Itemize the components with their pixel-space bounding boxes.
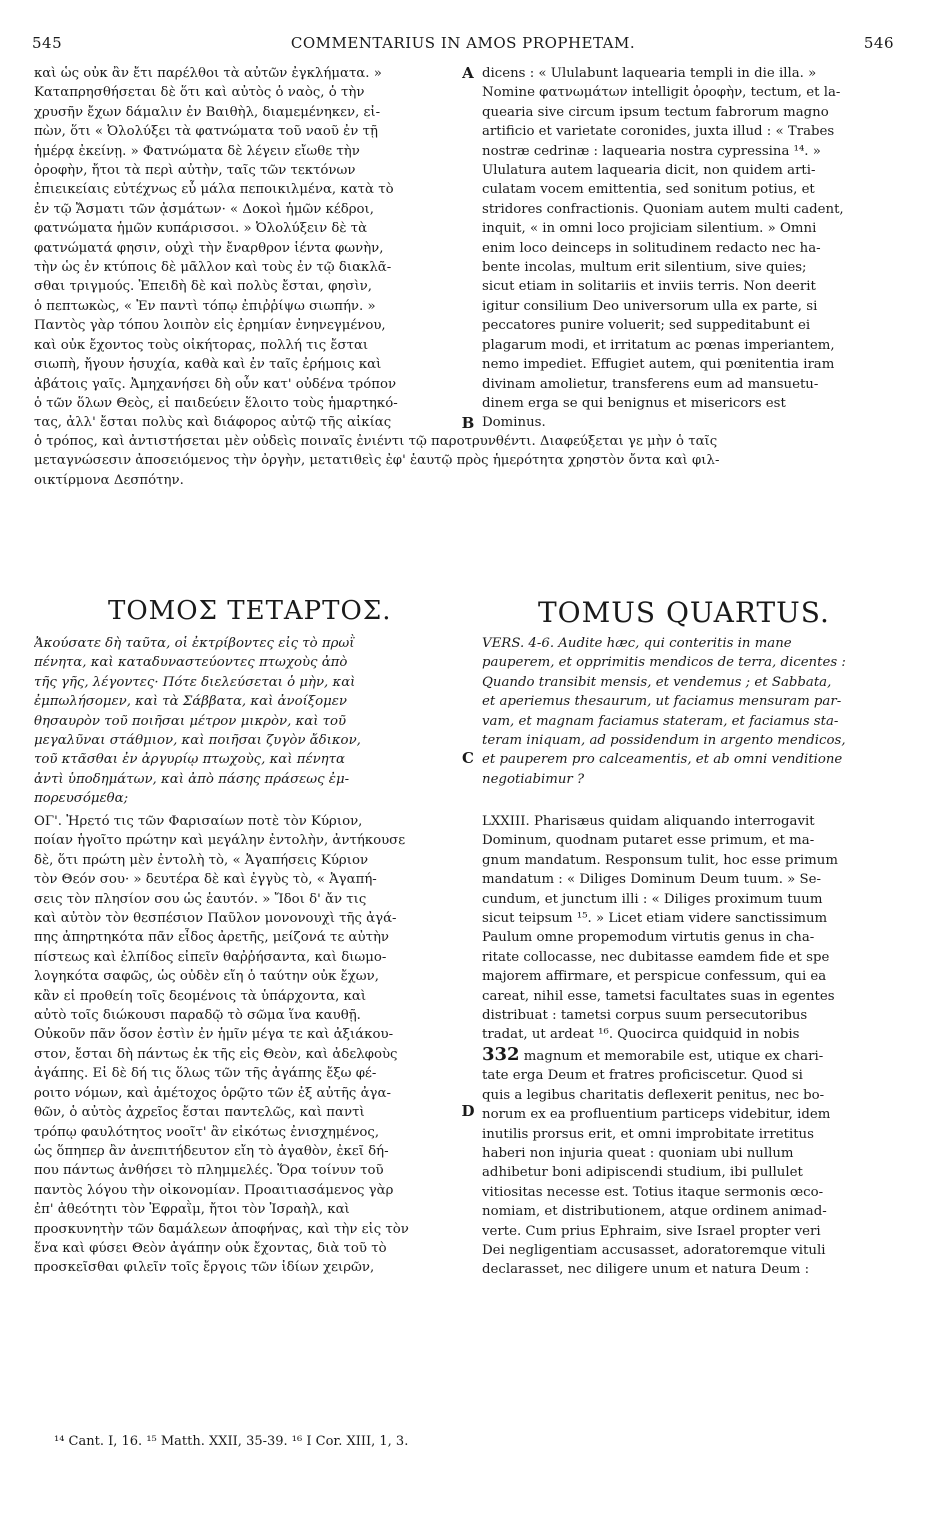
left-page-number: 545	[32, 34, 63, 52]
latin-text-line: peccatores punire voluerit; sed suppeditabunt ei	[482, 318, 811, 334]
latin-text-line: Dominus.	[482, 415, 546, 431]
greek-text-line: μεταγνώσεσιν ἀποσειόμενος τὴν ὀργὴν, μετατιθεὶς ἐφ' ἑαυτῷ πρὸς ἡμερότητα χρηστὸν ὄντα καὶ φιλ-	[34, 453, 720, 469]
greek-text-line: τὴν ὡς ἐν κτύποις δὲ μᾶλλον καὶ τοὺς ἐν τῷ διακλᾶ-	[34, 260, 392, 276]
full-width-greek	[34, 432, 886, 490]
margin-letter-b: B	[461, 414, 475, 432]
greek-title: ΤΟΜΟΣ ΤΕΤΑΡΤΟΣ.	[108, 596, 392, 626]
greek-text-line: ὀροφὴν, ἤτοι τὰ περὶ αὐτὴν, ταῖς τῶν τεκτόνων	[34, 163, 356, 179]
greek-text-line: ΟΓ'. Ἠρετό τις τῶν Φαρισαίων ποτὲ τὸν Κύριον,	[34, 814, 363, 829]
greek-text-line: ὡς ὅπηπερ ἂν ἀνεπιτήδευτον εἴη τὸ ἀγαθὸν, ἐκεῖ δή-	[34, 1143, 389, 1159]
latin-lemma-line: vam, et magnam faciamus stateram, et faciamus sta-	[482, 713, 839, 729]
latin-text-line: sicut etiam in solitariis et inviis terris. Non deerit	[482, 279, 816, 295]
greek-text-line: καὶ οὐκ ἔχοντος τοὺς οἰκήτορας, πολλή τις ἔσται	[34, 337, 369, 353]
greek-text-line: στον, ἔσται δὴ πάντως ἐκ τῆς εἰς Θεὸν, καὶ ἀδελφοὺς	[34, 1046, 398, 1062]
greek-text-line: ἐπ' ἀθεότητι τὸν Ἐφραῒμ, ἤτοι τὸν Ἰσραὴλ, καὶ	[34, 1202, 350, 1218]
latin-text-line: 332 magnum et memorabile est, utique ex chari-	[482, 1044, 824, 1065]
greek-text-line: τὸν Θεόν σου· » δευτέρα δὲ καὶ ἐγγὺς τὸ, « Ἀγαπή-	[34, 872, 377, 888]
latin-text-line: tradat, ut ardeat ¹⁶. Quocirca quidquid in nobis	[482, 1027, 800, 1043]
greek-text-line: σιωπὴ, ἤγουν ἡσυχία, καθὰ καὶ ἐν ταῖς ἐρήμοις καὶ	[34, 357, 382, 373]
greek-column-top	[34, 64, 454, 433]
latin-text-line: nomiam, et distributionem, atque ordinem animad-	[482, 1204, 827, 1220]
right-page-number: 546	[863, 34, 894, 52]
greek-text-line: Οὐκοῦν πᾶν ὅσον ἐστὶν ἐν ἡμῖν μέγα τε καὶ ἀξιάκου-	[34, 1027, 394, 1043]
latin-text-line: Ululatura autem laquearia dicit, non quidem arti-	[482, 163, 816, 179]
greek-text-line: ἡμέρᾳ ἐκείνῃ. » Φατνώματα δὲ λέγειν εἴωθε τὴν	[34, 143, 360, 159]
latin-text-line: adhibetur boni adipiscendi studium, ibi pullulet	[482, 1165, 803, 1181]
greek-text-line: που πάντως ἀνθήσει τὸ πλημμελές. Ὅρα τοίνυν τοῦ	[34, 1163, 384, 1179]
latin-text-line: sicut teipsum ¹⁵. » Licet etiam videre sanctissimum	[482, 911, 828, 927]
latin-text-line: igitur consilium Deo universorum ulla ex parte, si	[482, 298, 818, 314]
greek-text-line: ἐπιεικείαις εὐτέχνως εὖ μάλα πεποικιλμένα, κατὰ τὸ	[34, 182, 394, 198]
latin-text-line: nostræ cedrinæ : laquearia nostra cypressina ¹⁴. »	[482, 143, 821, 159]
latin-text-line: declarasset, nec diligere unum et natura Deum :	[482, 1262, 810, 1278]
running-header	[32, 34, 894, 56]
latin-column-top	[482, 64, 887, 433]
greek-text-line: τρόπῳ φαυλότητος νοοῖτ' ἂν εἰκότως ἐνισχημένος,	[34, 1124, 380, 1140]
greek-text-line: ὁ τῶν ὅλων Θεὸς, εἰ παιδεύειν ἕλοιτο τοὺς ἡμαρτηκό-	[34, 395, 398, 411]
latin-text-line: bente incolas, multum erit silentium, sive quies;	[482, 260, 807, 276]
latin-text-line: haberi non injuria queat : quoniam ubi nullum	[482, 1145, 794, 1161]
latin-text-line: nemo impediet. Effugiet autem, qui pœnitentia iram	[482, 357, 835, 373]
latin-text-line: Nomine φατνωμάτων intelligit ὀροφὴν, tectum, et la-	[482, 85, 841, 101]
latin-text-line: Dominum, quodnam putaret esse primum, et ma-	[482, 833, 815, 849]
greek-text-line: ἕνα καὶ φύσει Θεὸν ἀγάπην οὐκ ἔχοντας, διὰ τοῦ τὸ	[34, 1240, 387, 1256]
greek-text-line: ποίαν ἡγοῖτο πρώτην καὶ μεγάλην ἐντολὴν, ἀντήκουσε	[34, 833, 406, 849]
greek-body	[34, 812, 454, 1278]
latin-text-line: quearia sive circum ipsum tectum fabrorum magno	[482, 104, 829, 120]
greek-text-line: σεις τὸν πλησίον σου ὡς ἑαυτόν. » Ἴδοι δ' ἄν τις	[34, 891, 367, 907]
latin-lemma-line: teram iniquam, ad possidendum in argento mendicos,	[482, 733, 846, 749]
greek-text-line: προσκυνητὴν τῶν δαμάλεων ἀποφήνας, καὶ τὴν εἰς τὸν	[34, 1221, 409, 1237]
greek-text-line: φατνώματα ἡμῶν κυπάρισσοι. » Ὀλολύξειν δὲ τὰ	[34, 221, 368, 237]
latin-text-line: quis a legibus charitatis deflexerit penitus, nec bo-	[482, 1087, 825, 1103]
greek-text-line: ἐν τῷ Ἄσματι τῶν ᾀσμάτων· « Δοκοὶ ἡμῶν κέδροι,	[34, 201, 374, 217]
latin-text-line: dinem erga se qui benignus et misericors est	[482, 395, 786, 411]
greek-text-line: ὁ τρόπος, καὶ ἀντιστήσεται μὲν οὐδεὶς ποιναῖς ἐνιέντι τῷ παροτρυνθέντι. Διαφεύξεται γε μὴν ὁ ταῖς	[34, 434, 718, 449]
greek-text-line: παντὸς λόγου τὴν οἰκονομίαν. Προαιτιασάμενος γὰρ	[34, 1182, 394, 1198]
latin-text-line: divinam amolietur, transferens eum ad mansuetu-	[482, 376, 819, 392]
greek-text-line: Καταπρησθήσεται δὲ ὅτι καὶ αὐτὸς ὁ ναὸς, ὁ τὴν	[34, 85, 365, 101]
latin-text-line: culatam vocem emittentia, sed sonitum potius, et	[482, 182, 815, 198]
latin-text-line: stridores confractionis. Quoniam autem multi cadent,	[482, 201, 844, 217]
latin-text-line: distribuat : tametsi corpus suum persecutoribus	[482, 1008, 808, 1024]
latin-lemma-line: Quando transibit mensis, et vendemus ; et Sabbata,	[482, 674, 832, 690]
latin-text-line: careat, nihil esse, tametsi facultates suas in egentes	[482, 988, 835, 1004]
latin-text-line: cundum, et junctum illi : « Diliges proximum tuum	[482, 891, 823, 907]
greek-text-line: πίστεως καὶ ἐλπίδος εἰπεῖν θαῤῥήσαντα, καὶ διωμο-	[34, 949, 387, 965]
latin-lemma-line: pauperem, et opprimitis mendicos de terra, dicentes :	[482, 655, 846, 671]
greek-text-line: ἀβάτοις γαῖς. Ἀμηχανήσει δὴ οὖν κατ' οὐδένα τρόπον	[34, 376, 397, 392]
greek-lemma-line: πένητα, καὶ καταδυναστεύοντες πτωχοὺς ἀπὸ	[34, 655, 348, 671]
greek-text-line: λογηκότα σαφῶς, ὡς οὐδὲν εἴη ὁ ταύτην οὐκ ἔχων,	[34, 969, 379, 985]
latin-lemma-line: negotiabimur ?	[482, 771, 585, 787]
greek-text-line: κἂν εἰ προθείη τοῖς δεομένοις τὰ ὑπάρχοντα, καὶ	[34, 988, 367, 1004]
greek-text-line: ροιτο νόμων, καὶ ἀμέτοχος ὁρῷτο τῶν ἐξ αὐτῆς ἀγα-	[34, 1085, 391, 1101]
latin-text-line: enim loco deinceps in solitudinem redacto nec ha-	[482, 240, 821, 256]
greek-text-line: τας, ἀλλ' ἔσται πολὺς καὶ διάφορος αὐτῷ τῆς αἰκίας	[34, 415, 392, 431]
greek-lemma	[34, 634, 454, 809]
greek-text-line: ἀγάπης. Εἰ δὲ δή τις ὅλως τῶν τῆς ἀγάπης ἔξω φέ-	[34, 1066, 377, 1082]
greek-text-line: προσκεῖσθαι φιλεῖν τοῖς ἔργοις τῶν ἰδίων χειρῶν,	[34, 1260, 375, 1276]
greek-lemma-line: Ἀκούσατε δὴ ταῦτα, οἱ ἐκτρίβοντες εἰς τὸ πρωῒ	[34, 636, 355, 651]
latin-text-line: Dei negligentiam accusasset, adoratoremque vituli	[482, 1242, 826, 1258]
latin-text-line: artificio et varietate coronides, juxta illud : « Trabes	[482, 124, 835, 140]
greek-text-line: καὶ ὡς οὐκ ἂν ἔτι παρέλθοι τὰ αὐτῶν ἐγκλήματα. »	[34, 66, 382, 81]
greek-lemma-line: μεγαλῦναι στάθμιον, καὶ ποιῆσαι ζυγὸν ἄδικον,	[34, 733, 361, 749]
latin-text-line: inutilis prorsus erit, et omni improbitate irretitus	[482, 1126, 814, 1142]
greek-lemma-line: θησαυρὸν τοῦ ποιῆσαι μέτρον μικρὸν, καὶ τοῦ	[34, 713, 347, 729]
latin-text-line: Paulum omne propemodum virtutis genus in cha-	[482, 930, 815, 946]
greek-text-line: φατνώματά φησιν, οὐχὶ τὴν ἔναρθρον ἱέντα φωνὴν,	[34, 240, 384, 256]
latin-text-line: verte. Cum prius Ephraim, sive Israel propter veri	[482, 1223, 821, 1239]
greek-text-line: δὲ, ὅτι πρώτη μὲν ἐντολὴ τὸ, « Ἀγαπήσεις Κύριον	[34, 852, 369, 868]
greek-lemma-line: τοῦ κτᾶσθαι ἐν ἀργυρίῳ πτωχοὺς, καὶ πένητα	[34, 752, 345, 768]
greek-text-line: αὐτὸ τοῖς διώκουσι παραδῷ τὸ σῶμα ἵνα καυθῇ.	[34, 1008, 361, 1024]
greek-text-line: καὶ αὐτὸν τὸν θεσπέσιον Παῦλον μονονουχὶ τῆς ἀγά-	[34, 911, 397, 927]
footnotes: ¹⁴ Cant. I, 16. ¹⁵ Matth. XXII, 35-39. ¹⁶ I Cor. XIII, 1, 3.	[54, 1434, 409, 1449]
latin-text-line: gnum mandatum. Responsum tulit, hoc esse primum	[482, 852, 838, 868]
latin-lemma	[482, 634, 887, 789]
greek-text-line: πὼν, ὅτι « Ὀλολύξει τὰ φατνώματα τοῦ ναοῦ ἐν τῇ	[34, 124, 378, 140]
latin-text-line: majorem affirmare, et perspicue confessum, qui ea	[482, 969, 827, 985]
greek-lemma-line: πορευσόμεθα;	[34, 791, 129, 807]
latin-text-line: inquit, « in omni loco projiciam silentium. » Omni	[482, 221, 817, 237]
greek-lemma-line: ἀντὶ ὑποδημάτων, καὶ ἀπὸ πάσης πράσεως ἐμ-	[34, 771, 350, 787]
running-title: COMMENTARIUS IN AMOS PROPHETAM.	[290, 34, 636, 52]
latin-lemma-line: VERS. 4-6. Audite hæc, qui conteritis in mane	[482, 636, 792, 651]
latin-text-line: vitiositas necesse est. Totius itaque sermonis œco-	[482, 1184, 824, 1200]
latin-title: TOMUS QUARTUS.	[538, 596, 830, 629]
latin-text-line: plagarum modi, et irritatum ac pœnas imperiantem,	[482, 337, 835, 353]
greek-text-line: Παντὸς γὰρ τόπου λοιπὸν εἰς ἐρημίαν ἐνηνεγμένου,	[34, 318, 386, 334]
greek-text-line: σθαι τριγμούς. Ἐπειδὴ δὲ καὶ πολὺς ἔσται, φησὶν,	[34, 279, 372, 295]
latin-text-line: dicens : « Ululabunt laquearia templi in die illa. »	[482, 66, 817, 81]
latin-text-line: mandatum : « Diliges Dominum Deum tuum. » Se-	[482, 872, 821, 888]
latin-text-line: norum ex ea profluentium particeps videbitur, idem	[482, 1107, 831, 1123]
greek-text-line: χρυσῆν ἔχων δάμαλιν ἐν Βαιθὴλ, διαμεμένηκεν, εἰ-	[34, 104, 381, 120]
latin-text-line: ritate collocasse, nec dubitasse eamdem fide et spe	[482, 949, 830, 965]
latin-lemma-line: et pauperem pro calceamentis, et ab omni venditione	[482, 752, 843, 768]
greek-lemma-line: ἐμπωλήσομεν, καὶ τὰ Σάββατα, καὶ ἀνοίξομεν	[34, 694, 347, 710]
greek-text-line: πης ἀπηρτηκότα πᾶν εἶδος ἀρετῆς, μείζονά τε αὐτὴν	[34, 930, 389, 946]
latin-text-line: LXXIII. Pharisæus quidam aliquando interrogavit	[482, 814, 815, 829]
greek-text-line: θῶν, ὁ αὐτὸς ἀχρεῖος ἔσται παντελῶς, καὶ παντὶ	[34, 1105, 365, 1121]
latin-body	[482, 812, 887, 1280]
margin-letter-a: A	[462, 64, 474, 82]
greek-text-line: ὁ πεπτωκὼς, « Ἐν παντὶ τόπῳ ἐπιῤῥίψω σιωπήν. »	[34, 298, 376, 314]
margin-letter-c: C	[462, 749, 474, 767]
latin-lemma-line: et aperiemus thesaurum, ut faciamus mensuram par-	[482, 694, 842, 710]
latin-text-line: tate erga Deum et fratres proficiscetur. Quod si	[482, 1068, 803, 1084]
greek-lemma-line: τῆς γῆς, λέγοντες· Πότε διελεύσεται ὁ μὴν, καὶ	[34, 674, 356, 690]
margin-letter-d: D	[461, 1102, 475, 1120]
greek-text-line: οικτίρμονα Δεσπότην.	[34, 472, 184, 488]
